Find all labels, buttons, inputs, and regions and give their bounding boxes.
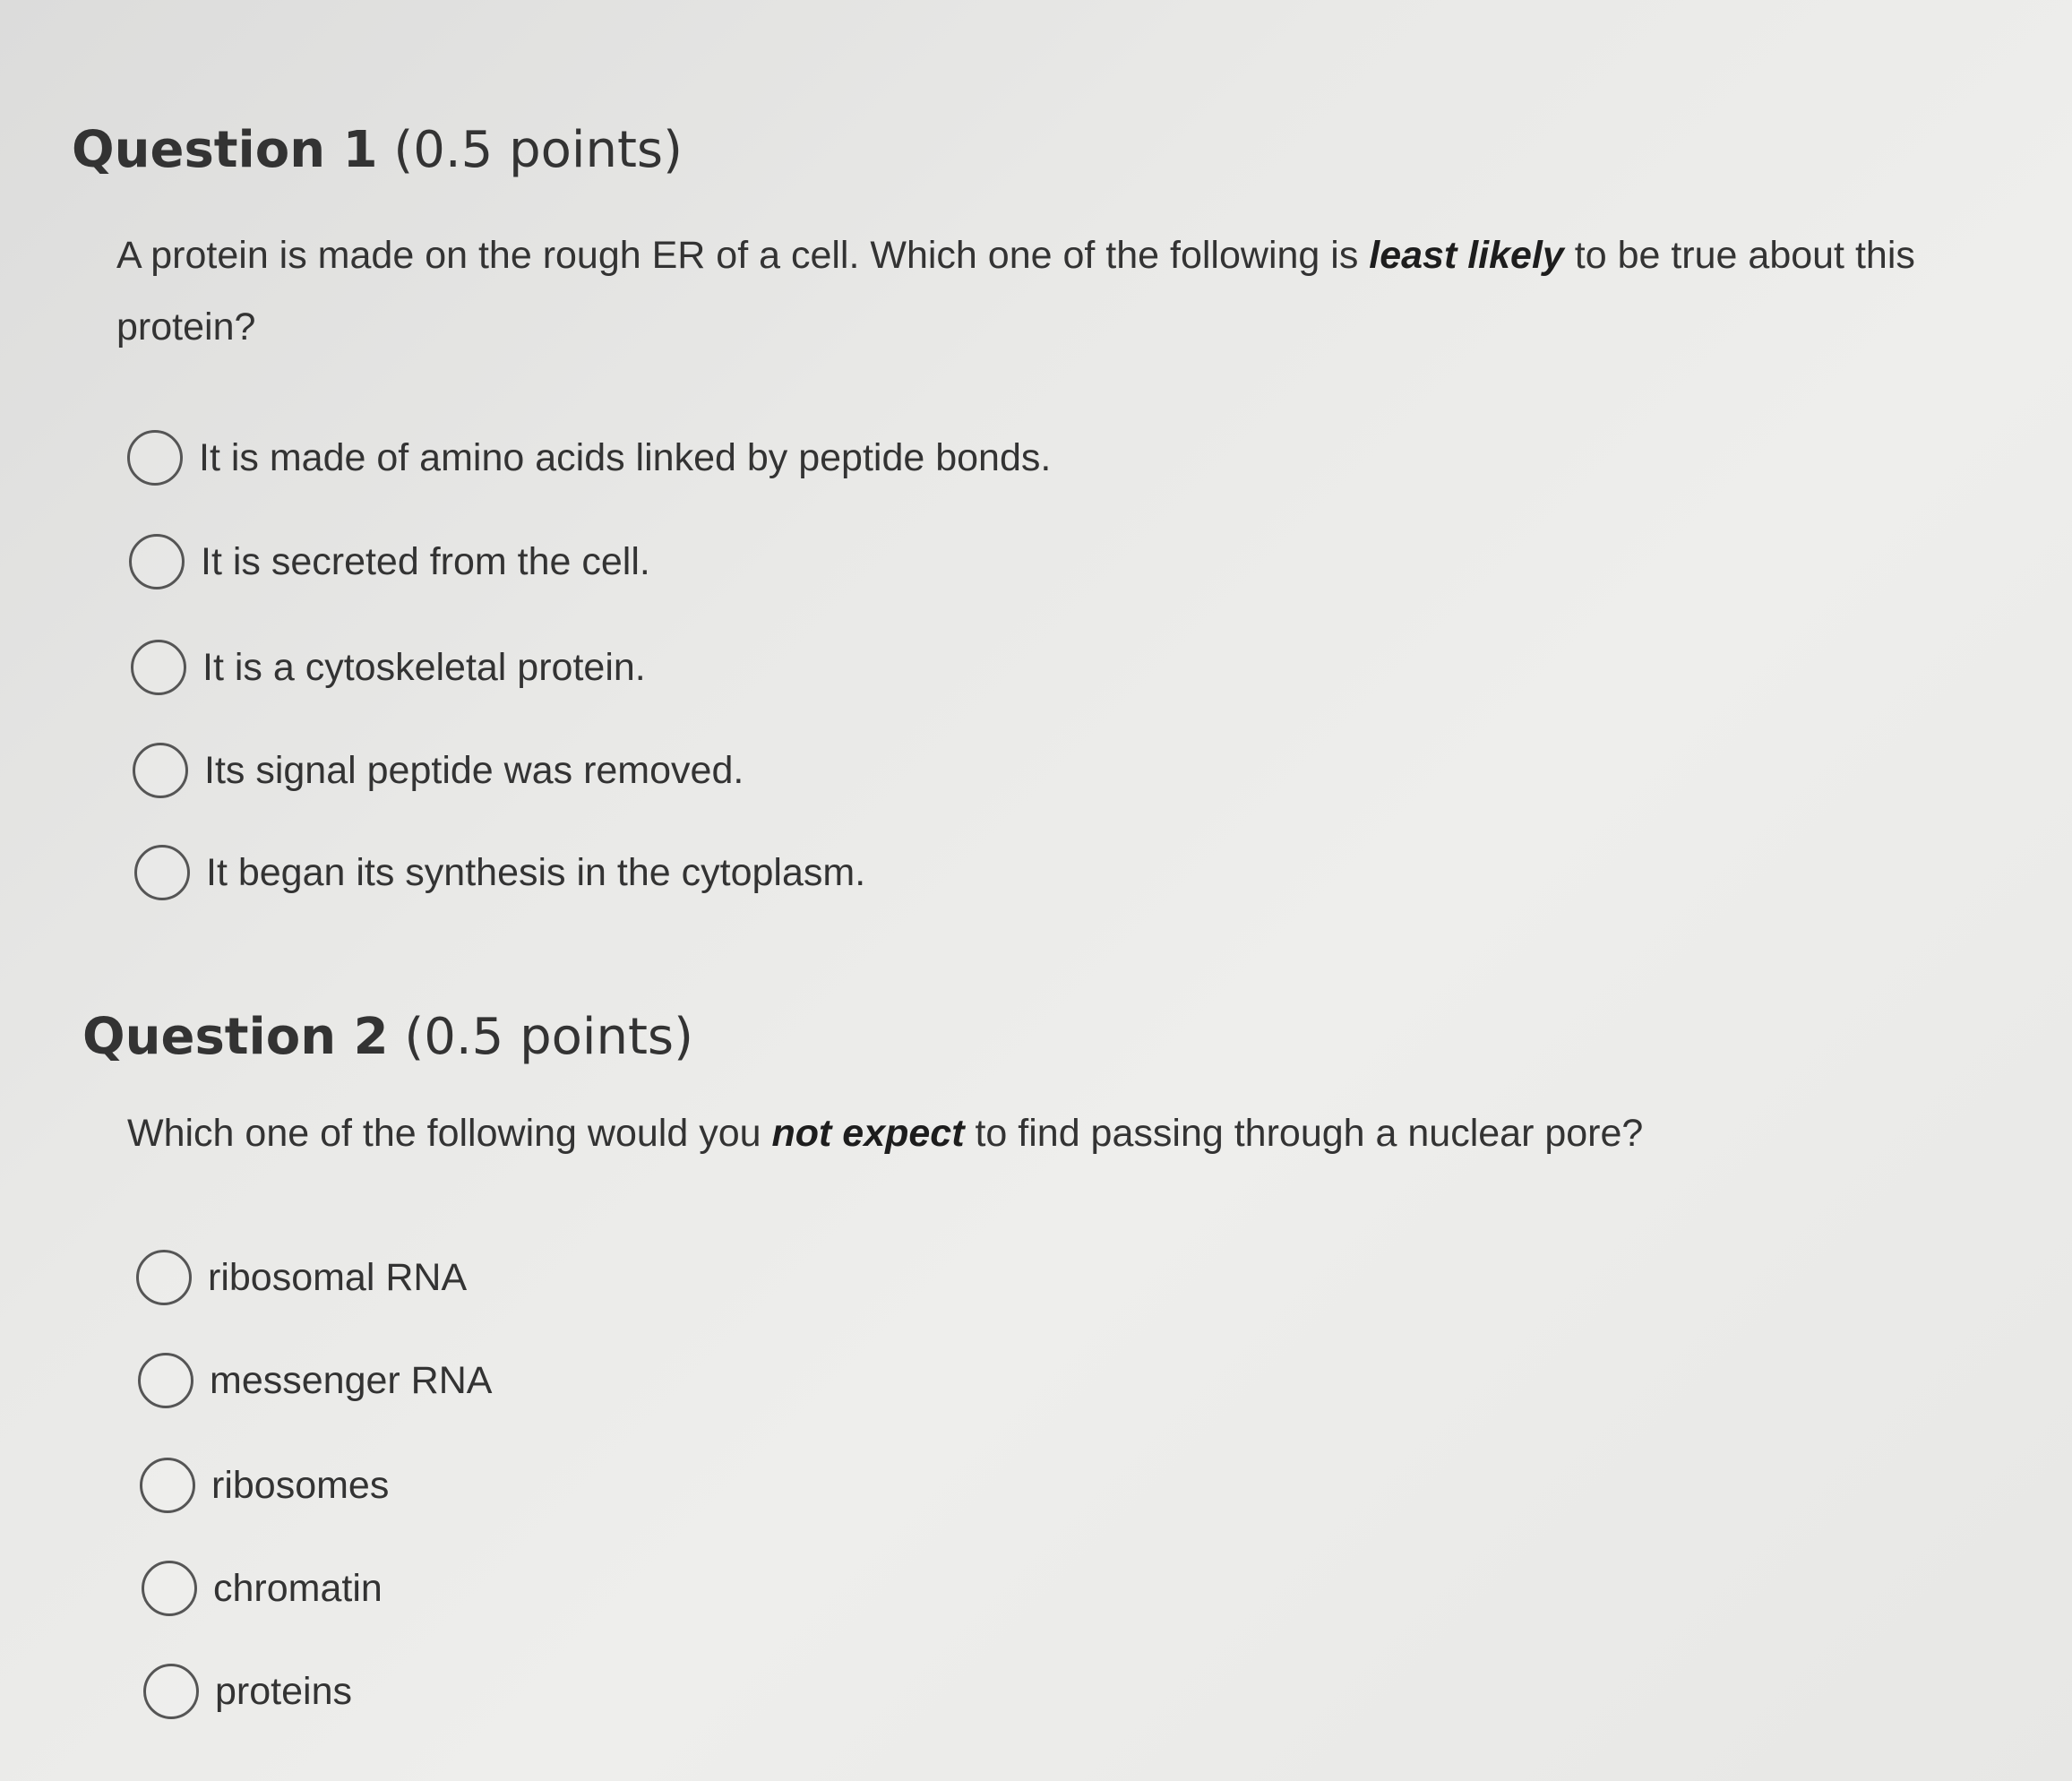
prompt-text: A protein is made on the rough ER of a cell. Which one of the following is <box>116 234 1370 277</box>
option-label: It is secreted from the cell. <box>201 539 650 583</box>
option-label: messenger RNA <box>210 1358 493 1402</box>
question-1-option-2[interactable] <box>129 534 650 589</box>
question-2-option-3[interactable] <box>140 1458 389 1513</box>
question-1 <box>72 121 1998 894</box>
option-label: It is made of amino acids linked by peptide bonds. <box>199 435 1052 479</box>
question-points: (0.5 points) <box>404 1008 693 1066</box>
option-label: proteins <box>215 1669 352 1713</box>
radio-button[interactable] <box>127 430 183 486</box>
question-2-option-5[interactable] <box>143 1664 352 1719</box>
question-2-option-1[interactable] <box>136 1250 467 1305</box>
prompt-text: Which one of the following would you <box>127 1112 772 1155</box>
question-2-prompt <box>127 1097 2008 1169</box>
question-number: Question 2 <box>82 1008 389 1066</box>
radio-button[interactable] <box>129 534 185 589</box>
radio-button[interactable] <box>133 743 188 798</box>
radio-button[interactable] <box>138 1353 193 1408</box>
radio-button[interactable] <box>143 1664 199 1719</box>
question-points: (0.5 points) <box>393 121 683 179</box>
question-1-option-1[interactable] <box>127 430 1051 486</box>
option-label: ribosomes <box>211 1463 390 1507</box>
radio-button[interactable] <box>142 1561 197 1616</box>
prompt-emphasis: least likely <box>1369 234 1564 277</box>
question-2-heading <box>82 1008 2008 1066</box>
question-2 <box>82 1008 2008 1713</box>
question-1-option-4[interactable] <box>133 743 744 798</box>
option-label: It is a cytoskeletal protein. <box>202 645 646 689</box>
radio-button[interactable] <box>134 845 190 900</box>
option-label: It began its synthesis in the cytoplasm. <box>206 850 866 894</box>
radio-button[interactable] <box>136 1250 192 1305</box>
question-2-option-4[interactable] <box>142 1561 383 1616</box>
radio-button[interactable] <box>131 640 186 695</box>
prompt-text: to find passing through a nuclear pore? <box>964 1112 1644 1155</box>
question-1-heading <box>72 121 1998 179</box>
question-number: Question 1 <box>72 121 378 179</box>
prompt-emphasis: not expect <box>771 1112 965 1155</box>
option-label: chromatin <box>213 1566 383 1610</box>
radio-button[interactable] <box>140 1458 195 1513</box>
question-2-option-2[interactable] <box>138 1353 492 1408</box>
option-label: Its signal peptide was removed. <box>204 748 744 792</box>
question-1-option-3[interactable] <box>131 640 646 695</box>
prompt-text: to be true about this protein? <box>116 234 1915 348</box>
question-1-prompt <box>116 219 1998 363</box>
option-label: ribosomal RNA <box>208 1255 468 1299</box>
question-1-option-5[interactable] <box>134 845 865 900</box>
